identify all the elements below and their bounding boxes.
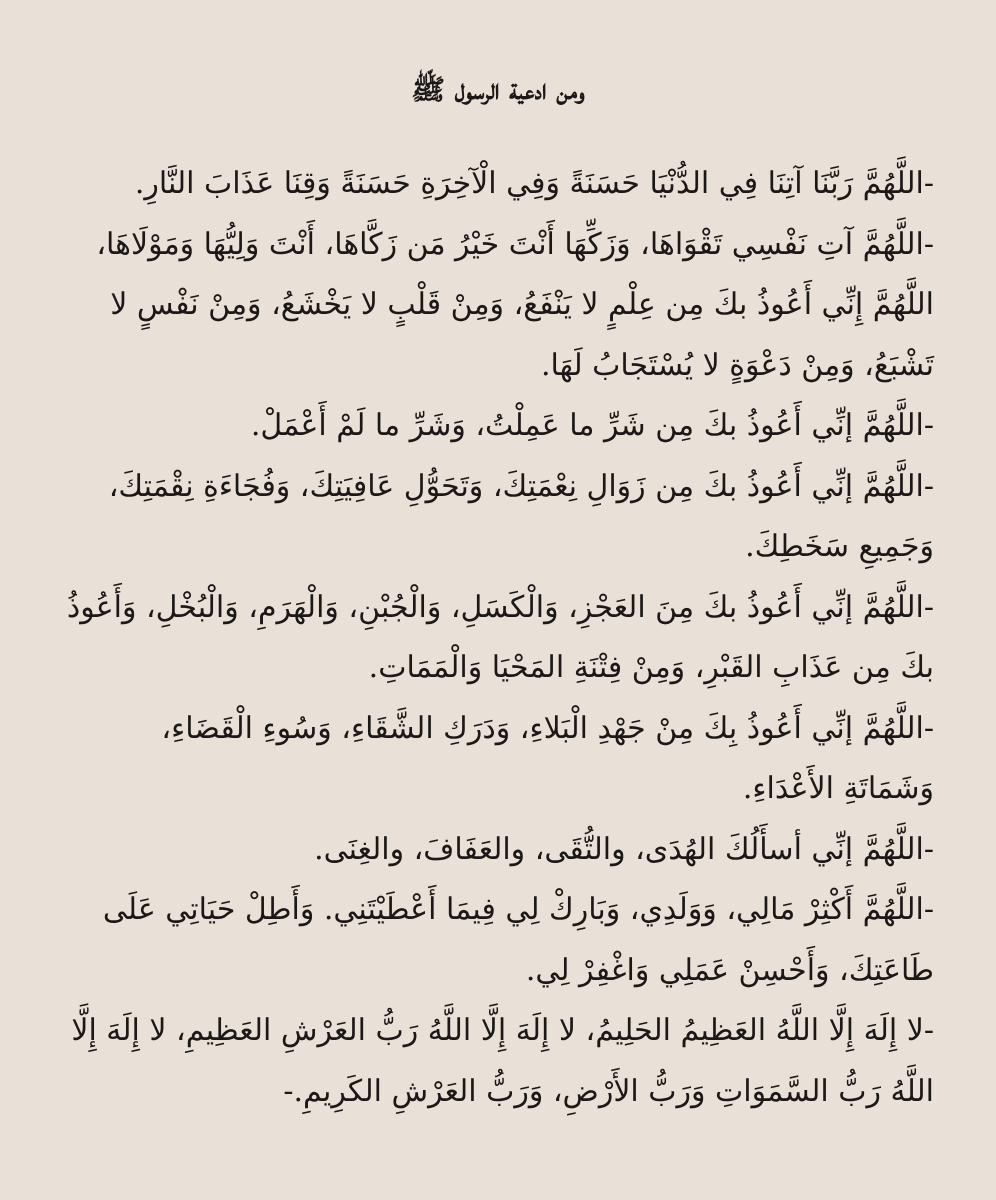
dua-item: -لا إِلَهَ إِلَّا اللَّهُ العَظِيمُ الحَلِيمُ، لا إِلَهَ إِلَّا اللَّهُ رَبُّ العَرْشِ العَظِيمِ، لا إِلَهَ إِلَّا اللَّهُ رَبُّ السَّمَوَاتِ وَرَبُّ الأَرْضِ، وَرَبُّ العَرْشِ الكَرِيمِ.- (71, 1013, 934, 1109)
dua-item: -اللَّهُمَّ إنِّي أَعُوذُ بكَ مِنَ العَجْزِ، وَالْكَسَلِ، وَالْجُبْنِ، وَالْهَرَمِ، وَالْبُخْلِ، وَأَعُوذُ بكَ مِن عَذَابِ القَبْرِ، وَمِنْ فِتْنَةِ المَحْيَا وَالْمَمَاتِ. (66, 589, 934, 685)
dua-item: -اللَّهُمَّ إنِّي أَعُوذُ بِكَ مِنْ جَهْدِ الْبَلاءِ، وَدَرَكِ الشَّقَاءِ، وَسُوءِ الْقَضَاءِ، وَشَمَاتَةِ الأَعْدَاءِ. (161, 710, 934, 806)
dua-item: -اللَّهُمَّ آتِ نَفْسِي تَقْوَاهَا، وَزَكِّهَا أَنْتَ خَيْرُ مَن زَكَّاهَا، أَنْتَ وَلِيُّهَا وَمَوْلَاهَا، اللَّهُمَّ إِنِّي أَعُوذُ بكَ مِن عِلْمٍ لا يَنْفَعُ، وَمِنْ قَلْبٍ لا يَخْشَعُ، وَمِنْ نَفْسٍ لا تَشْبَعُ، وَمِنْ دَعْوَةٍ لا يُسْتَجَابُ لَهَا. (96, 226, 934, 383)
dua-item: -اللَّهُمَّ إنِّي أسأَلُكَ الهُدَى، والتُّقَى، والعَفَافَ، والغِنَى. (314, 831, 934, 867)
dua-item: -اللَّهُمَّ أَكْثِرْ مَالِي، وَوَلَدِي، وَبَارِكْ لِي فِيمَا أَعْطَيْتَنِي. وَأَطِلْ حَيَاتِي عَلَى طَاعَتِكَ، وَأَحْسِنْ عَمَلِي وَاغْفِرْ لِي. (102, 892, 934, 988)
dua-item: -اللَّهُمَّ إنِّي أَعُوذُ بكَ مِن زَوَالِ نِعْمَتِكَ، وَتَحَوُّلِ عَافِيَتِكَ، وَفُجَاءَةِ نِقْمَتِكَ، وَجَمِيعِ سَخَطِكَ. (108, 468, 934, 564)
dua-item: -اللَّهُمَّ رَبَّنَا آتِنَا فِي الدُّنْيَا حَسَنَةً وَفِي الْآخِرَةِ حَسَنَةً وَقِنَا عَذَابَ النَّارِ. (134, 166, 934, 201)
page-title: ومن ادعية الرسول ﷺ (411, 73, 585, 106)
dua-list (62, 154, 934, 1122)
dua-item: -اللَّهُمَّ إنِّي أَعُوذُ بكَ مِن شَرِّ ما عَمِلْتُ، وَشَرِّ ما لَمْ أَعْمَلْ. (250, 408, 934, 443)
